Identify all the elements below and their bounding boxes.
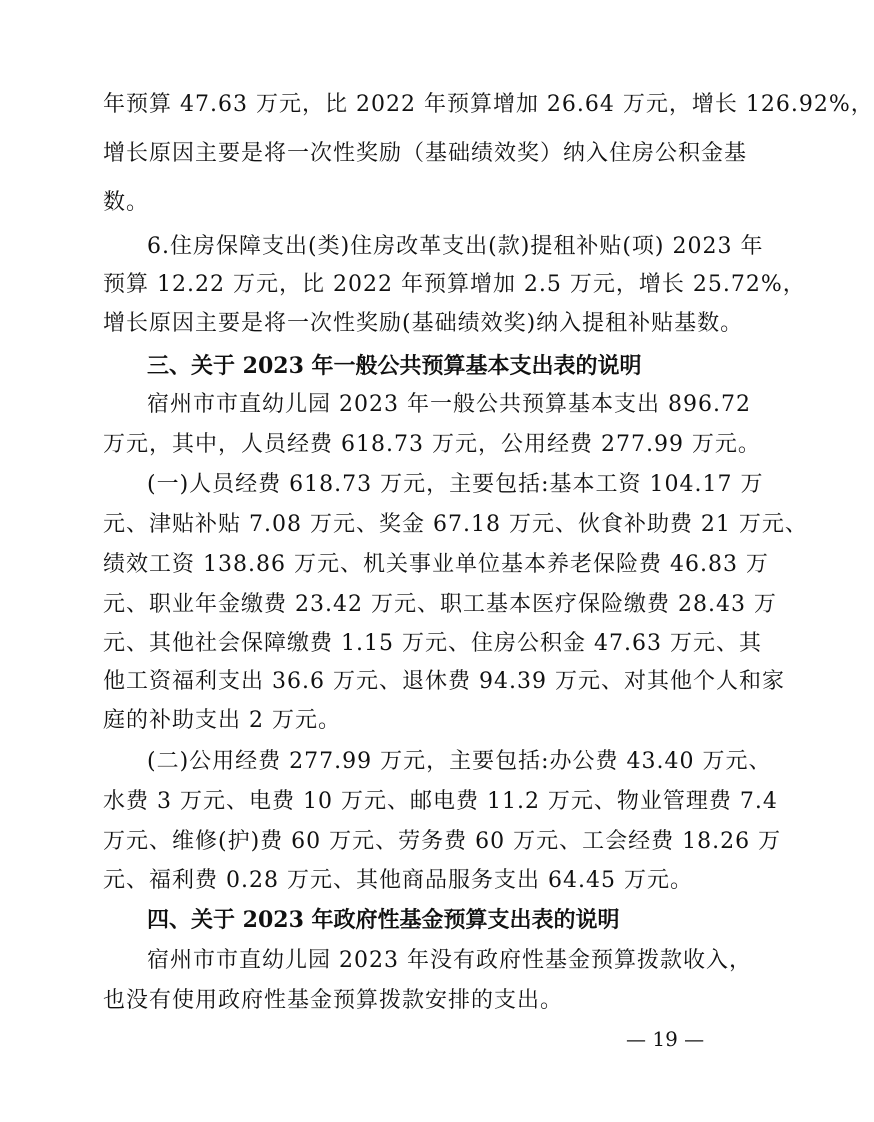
paragraph-line: (一)人员经费 618.73 万元，主要包括:基本工资 104.17 万 — [147, 472, 764, 497]
paragraph-line: 年预算 47.63 万元，比 2022 年预算增加 26.64 万元，增长 126.92%， — [103, 92, 874, 117]
section-heading: 三、关于 2023 年一般公共预算基本支出表的说明 — [147, 353, 642, 379]
paragraph-line: 也没有使用政府性基金预算拨款安排的支出。 — [103, 988, 564, 1013]
paragraph-line: 宿州市市直幼儿园 2023 年没有政府性基金预算拨款收入， — [147, 948, 752, 973]
page-number: — 19 — — [626, 1027, 705, 1051]
paragraph-line: 他工资福利支出 36.6 万元、退休费 94.39 万元、对其他个人和家 — [103, 669, 785, 694]
paragraph-line: 元、福利费 0.28 万元、其他商品服务支出 64.45 万元。 — [103, 868, 693, 893]
paragraph-line: 增长原因主要是将一次性奖励（基础绩效奖）纳入住房公积金基 — [103, 141, 748, 166]
paragraph-line: 增长原因主要是将一次性奖励(基础绩效奖)纳入提租补贴基数。 — [103, 311, 744, 336]
paragraph-line: 万元、维修(护)费 60 万元、劳务费 60 万元、工会经费 18.26 万 — [103, 829, 782, 854]
section-heading: 四、关于 2023 年政府性基金预算支出表的说明 — [147, 907, 620, 933]
paragraph-line: 元、津贴补贴 7.08 万元、奖金 67.18 万元、伙食补助费 21 万元、 — [103, 512, 808, 537]
paragraph-line: 宿州市市直幼儿园 2023 年一般公共预算基本支出 896.72 — [147, 392, 751, 417]
paragraph-line: 预算 12.22 万元，比 2022 年预算增加 2.5 万元，增长 25.72%， — [103, 272, 806, 297]
paragraph-line: 庭的补助支出 2 万元。 — [103, 708, 341, 733]
paragraph-line: 水费 3 万元、电费 10 万元、邮电费 11.2 万元、物业管理费 7.4 — [103, 789, 778, 814]
paragraph-line: 6.住房保障支出(类)住房改革支出(款)提租补贴(项) 2023 年 — [147, 234, 764, 259]
paragraph-line: 元、职业年金缴费 23.42 万元、职工基本医疗保险缴费 28.43 万 — [103, 592, 777, 617]
paragraph-line: 数。 — [103, 190, 150, 215]
paragraph-line: 元、其他社会保障缴费 1.15 万元、住房公积金 47.63 万元、其 — [103, 631, 762, 656]
paragraph-line: 绩效工资 138.86 万元、机关事业单位基本养老保险费 46.83 万 — [103, 552, 769, 577]
paragraph-line: 万元，其中，人员经费 618.73 万元，公用经费 277.99 万元。 — [103, 432, 761, 457]
paragraph-line: (二)公用经费 277.99 万元，主要包括:办公费 43.40 万元、 — [147, 749, 772, 774]
